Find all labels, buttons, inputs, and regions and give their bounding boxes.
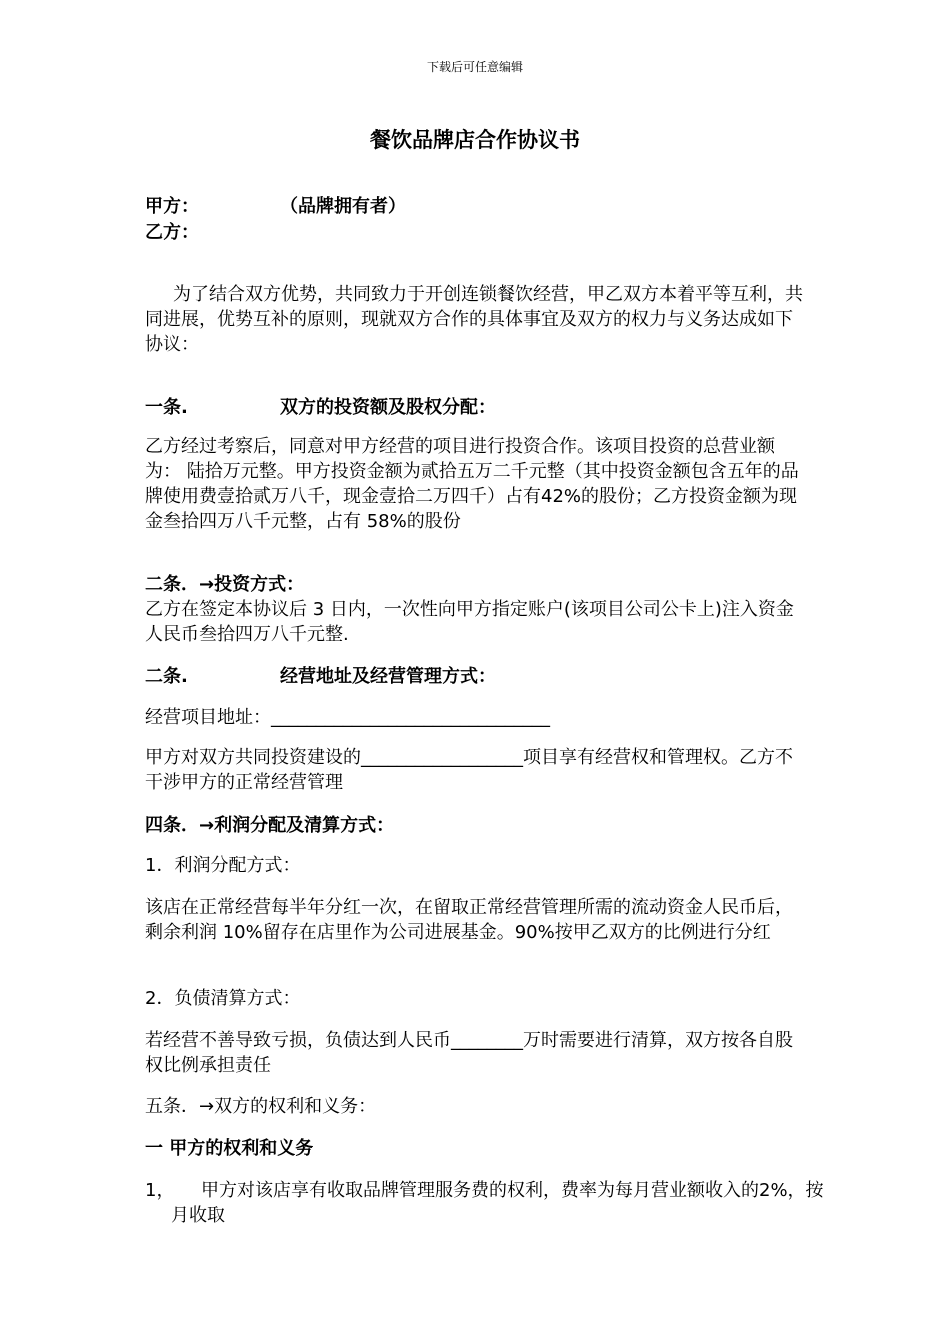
- section-1-body: 乙方经过考察后，同意对甲方经营的项目进行投资合作。该项目投资的总营业额为： 陆拾万元整。甲方投资金额为贰拾五万二千元整（其中投资金额包含五年的品牌使用费壹拾贰万八千，现金壹拾二万四千）占有42%的股份；乙方投资金额为现金叁拾四万八千元整，占有 58%的股份: [145, 436, 799, 532]
- party-a-rights-item-1: [145, 1178, 836, 1228]
- item-number: 1，: [145, 1180, 175, 1201]
- party-a-note: （品牌拥有者）: [280, 196, 406, 217]
- document-title: 餐饮品牌店合作协议书: [370, 128, 580, 152]
- section-2a-heading: 二条．→投资方式：: [145, 574, 305, 595]
- item-text: 甲方对该店享有收取品牌管理服务费的权利，费率为每月营业额收入的2%，按月收取: [171, 1180, 824, 1226]
- section-1-heading: [145, 395, 810, 420]
- party-a-rights-heading: 一 甲方的权利和义务: [145, 1138, 314, 1159]
- section-5-heading: 五条．→双方的权利和义务：: [145, 1096, 377, 1117]
- section-2a-body: 乙方在签定本协议后 3 日内，一次性向甲方指定账户(该项目公司公卡上)注入资金 人民币叁拾四万八千元整.: [145, 599, 794, 645]
- party-b-label: 乙方：: [145, 222, 199, 243]
- debt-liquidation-body: 若经营不善导致亏损，负债达到人民币________万时需要进行清算，双方按各自股权比例承担责任: [145, 1030, 793, 1076]
- section-2b-number: 二条.: [145, 666, 188, 687]
- party-a-label: 甲方：: [145, 196, 199, 217]
- section-4-heading: 四条．→利润分配及清算方式：: [145, 815, 395, 836]
- section-1-title: 双方的投资额及股权分配：: [280, 397, 496, 418]
- profit-distribution-label: 1．利润分配方式：: [145, 855, 301, 876]
- profit-distribution-body: 该店在正常经营每半年分红一次，在留取正常经营管理所需的流动资金人民币后，剩余利润 10%留存在店里作为公司进展基金。90%按甲乙双方的比例进行分红: [145, 897, 793, 943]
- section-2b-heading: [145, 664, 810, 689]
- intro-paragraph: 为了结合双方优势，共同致力于开创连锁餐饮经营，甲乙双方本着平等互利，共同进展，优势互补的原则，现就双方合作的具体事宜及双方的权力与义务达成如下协议：: [145, 284, 803, 355]
- section-2b-body: 甲方对双方共同投资建设的__________________项目享有经营权和管理权。乙方不干涉甲方的正常经营管理: [145, 747, 793, 793]
- party-a-line: [145, 194, 810, 219]
- debt-liquidation-label: 2．负债清算方式：: [145, 988, 301, 1009]
- section-1-number: 一条.: [145, 397, 188, 418]
- address-line: 经营项目地址：_______________________________: [145, 707, 550, 728]
- header-note: 下载后可任意编辑: [426, 60, 523, 74]
- section-2b-title: 经营地址及经营管理方式：: [280, 666, 496, 687]
